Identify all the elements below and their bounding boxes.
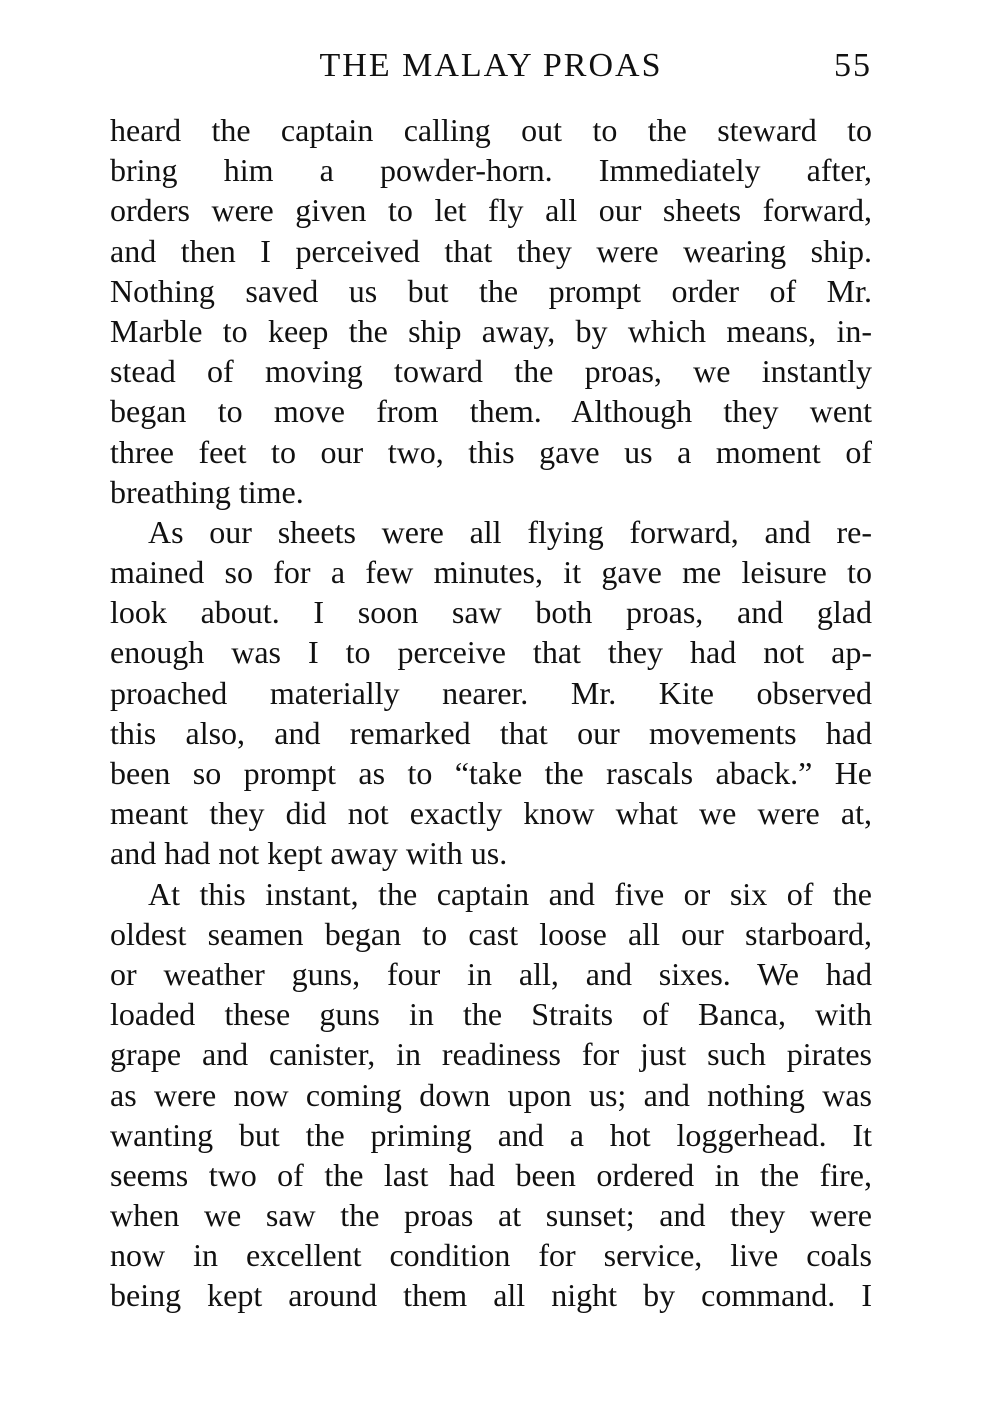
text-line: grape and canister, in readiness for just such pirates	[110, 1036, 872, 1073]
text-line: and then I perceived that they were wearing ship.	[110, 232, 872, 269]
text-line: meant they did not exactly know what we were at,	[110, 795, 872, 832]
text-line: enough was I to perceive that they had not ap-	[110, 634, 872, 671]
text-line: breathing time.	[110, 473, 304, 510]
text-line: three feet to our two, this gave us a moment of	[110, 433, 872, 470]
text-line: At this instant, the captain and five or six of the	[148, 875, 872, 912]
text-line: bring him a powder-horn. Immediately after,	[110, 152, 872, 189]
text-line: look about. I soon saw both proas, and glad	[110, 594, 872, 631]
page-number: 55	[834, 47, 872, 84]
text-line: seems two of the last had been ordered in the fire,	[110, 1156, 872, 1193]
text-line: loaded these guns in the Straits of Banca, with	[110, 996, 872, 1033]
text-line: now in excellent condition for service, live coals	[110, 1237, 872, 1274]
text-line: or weather guns, four in all, and sixes. We had	[110, 955, 872, 992]
text-line: wanting but the priming and a hot loggerhead. It	[110, 1116, 872, 1153]
text-line: orders were given to let fly all our sheets forward,	[110, 192, 872, 229]
text-line: Nothing saved us but the prompt order of Mr.	[110, 272, 872, 309]
text-line: heard the captain calling out to the steward to	[110, 112, 872, 148]
running-head	[110, 44, 872, 88]
text-line: proached materially nearer. Mr. Kite observed	[110, 674, 872, 711]
text-line: being kept around them all night by command. I	[110, 1277, 872, 1314]
text-line: this also, and remarked that our movements had	[110, 714, 872, 751]
text-line: Marble to keep the ship away, by which means, in-	[110, 312, 872, 349]
text-line: stead of moving toward the proas, we instantly	[110, 353, 872, 390]
text-line: as were now coming down upon us; and nothing was	[110, 1076, 872, 1113]
text-line: and had not kept away with us.	[110, 835, 508, 872]
body-text	[110, 110, 872, 1316]
text-line: when we saw the proas at sunset; and they were	[110, 1197, 872, 1234]
text-line: mained so for a few minutes, it gave me leisure to	[110, 554, 872, 591]
text-line: As our sheets were all flying forward, and re-	[148, 513, 872, 550]
text-line: been so prompt as to “take the rascals aback.” He	[110, 755, 872, 791]
running-title: THE MALAY PROAS	[319, 47, 663, 84]
text-line: oldest seamen began to cast loose all our starboard,	[110, 915, 872, 952]
text-line: began to move from them. Although they went	[110, 393, 872, 430]
